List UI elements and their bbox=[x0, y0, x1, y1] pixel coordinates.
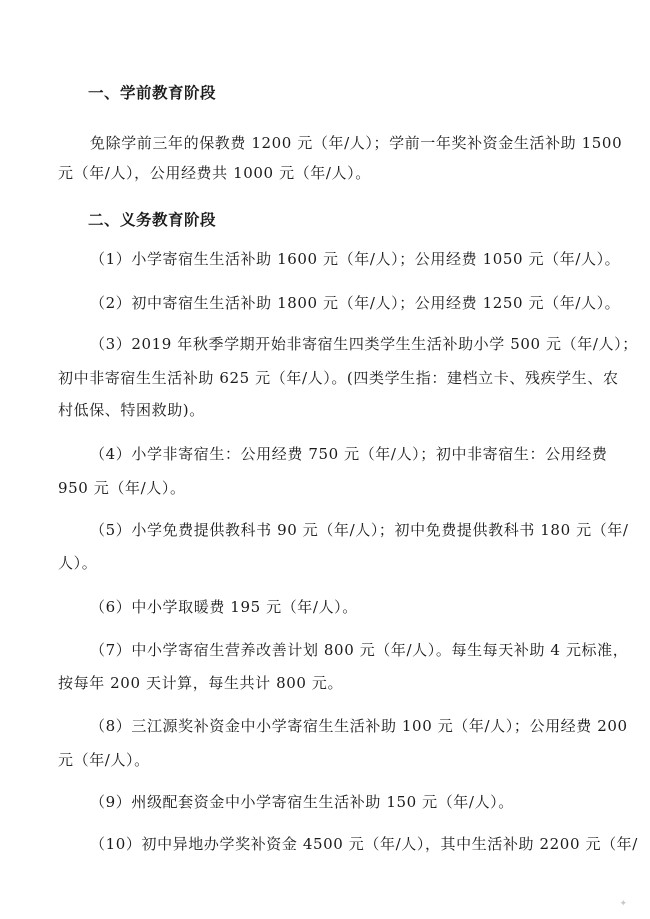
list-item-3: （3）2019 年秋季学期开始非寄宿生四类学生生活补助小学 500 元（年/人）； bbox=[90, 335, 638, 353]
list-item-5-cont: 人）。 bbox=[58, 554, 98, 572]
list-item-6: （6）中小学取暖费 195 元（年/人）。 bbox=[90, 598, 358, 616]
list-item-7-cont: 按每年 200 天计算，每生共计 800 元。 bbox=[58, 674, 344, 692]
list-item-8: （8）三江源奖补资金中小学寄宿生生活补助 100 元（年/人）；公用经费 200 bbox=[90, 717, 628, 735]
list-item-4: （4）小学非寄宿生：公用经费 750 元（年/人）；初中非寄宿生：公用经费 bbox=[90, 445, 608, 463]
section-heading-compulsory: 二、义务教育阶段 bbox=[88, 211, 217, 229]
list-item-8-cont: 元（年/人）。 bbox=[58, 751, 150, 769]
paragraph-line: 免除学前三年的保教费 1200 元（年/人）；学前一年奖补资金生活补助 1500 bbox=[90, 134, 623, 152]
list-item-4-cont: 950 元（年/人）。 bbox=[58, 479, 186, 497]
section-heading-preschool: 一、学前教育阶段 bbox=[88, 84, 217, 102]
paragraph-line: 元（年/人），公用经费共 1000 元（年/人）。 bbox=[58, 164, 371, 182]
list-item-3-cont: 村低保、特困救助)。 bbox=[58, 401, 205, 419]
list-item-9: （9）州级配套资金中小学寄宿生生活补助 150 元（年/人）。 bbox=[90, 793, 514, 811]
list-item-1: （1）小学寄宿生生活补助 1600 元（年/人）；公用经费 1050 元（年/人）。 bbox=[90, 250, 621, 268]
list-item-7: （7）中小学寄宿生营养改善计划 800 元（年/人）。每生每天补助 4 元标准， bbox=[90, 641, 629, 659]
list-item-3-cont: 初中非寄宿生生活补助 625 元（年/人）。(四类学生指：建档立卡、残疾学生、农 bbox=[58, 369, 619, 387]
watermark: ✦ bbox=[619, 899, 628, 909]
list-item-5: （5）小学免费提供教科书 90 元（年/人）；初中免费提供教科书 180 元（年/ bbox=[90, 521, 629, 539]
list-item-2: （2）初中寄宿生生活补助 1800 元（年/人）；公用经费 1250 元（年/人）。 bbox=[90, 294, 621, 312]
list-item-10: （10）初中异地办学奖补资金 4500 元（年/人），其中生活补助 2200 元（年/ bbox=[90, 835, 638, 853]
